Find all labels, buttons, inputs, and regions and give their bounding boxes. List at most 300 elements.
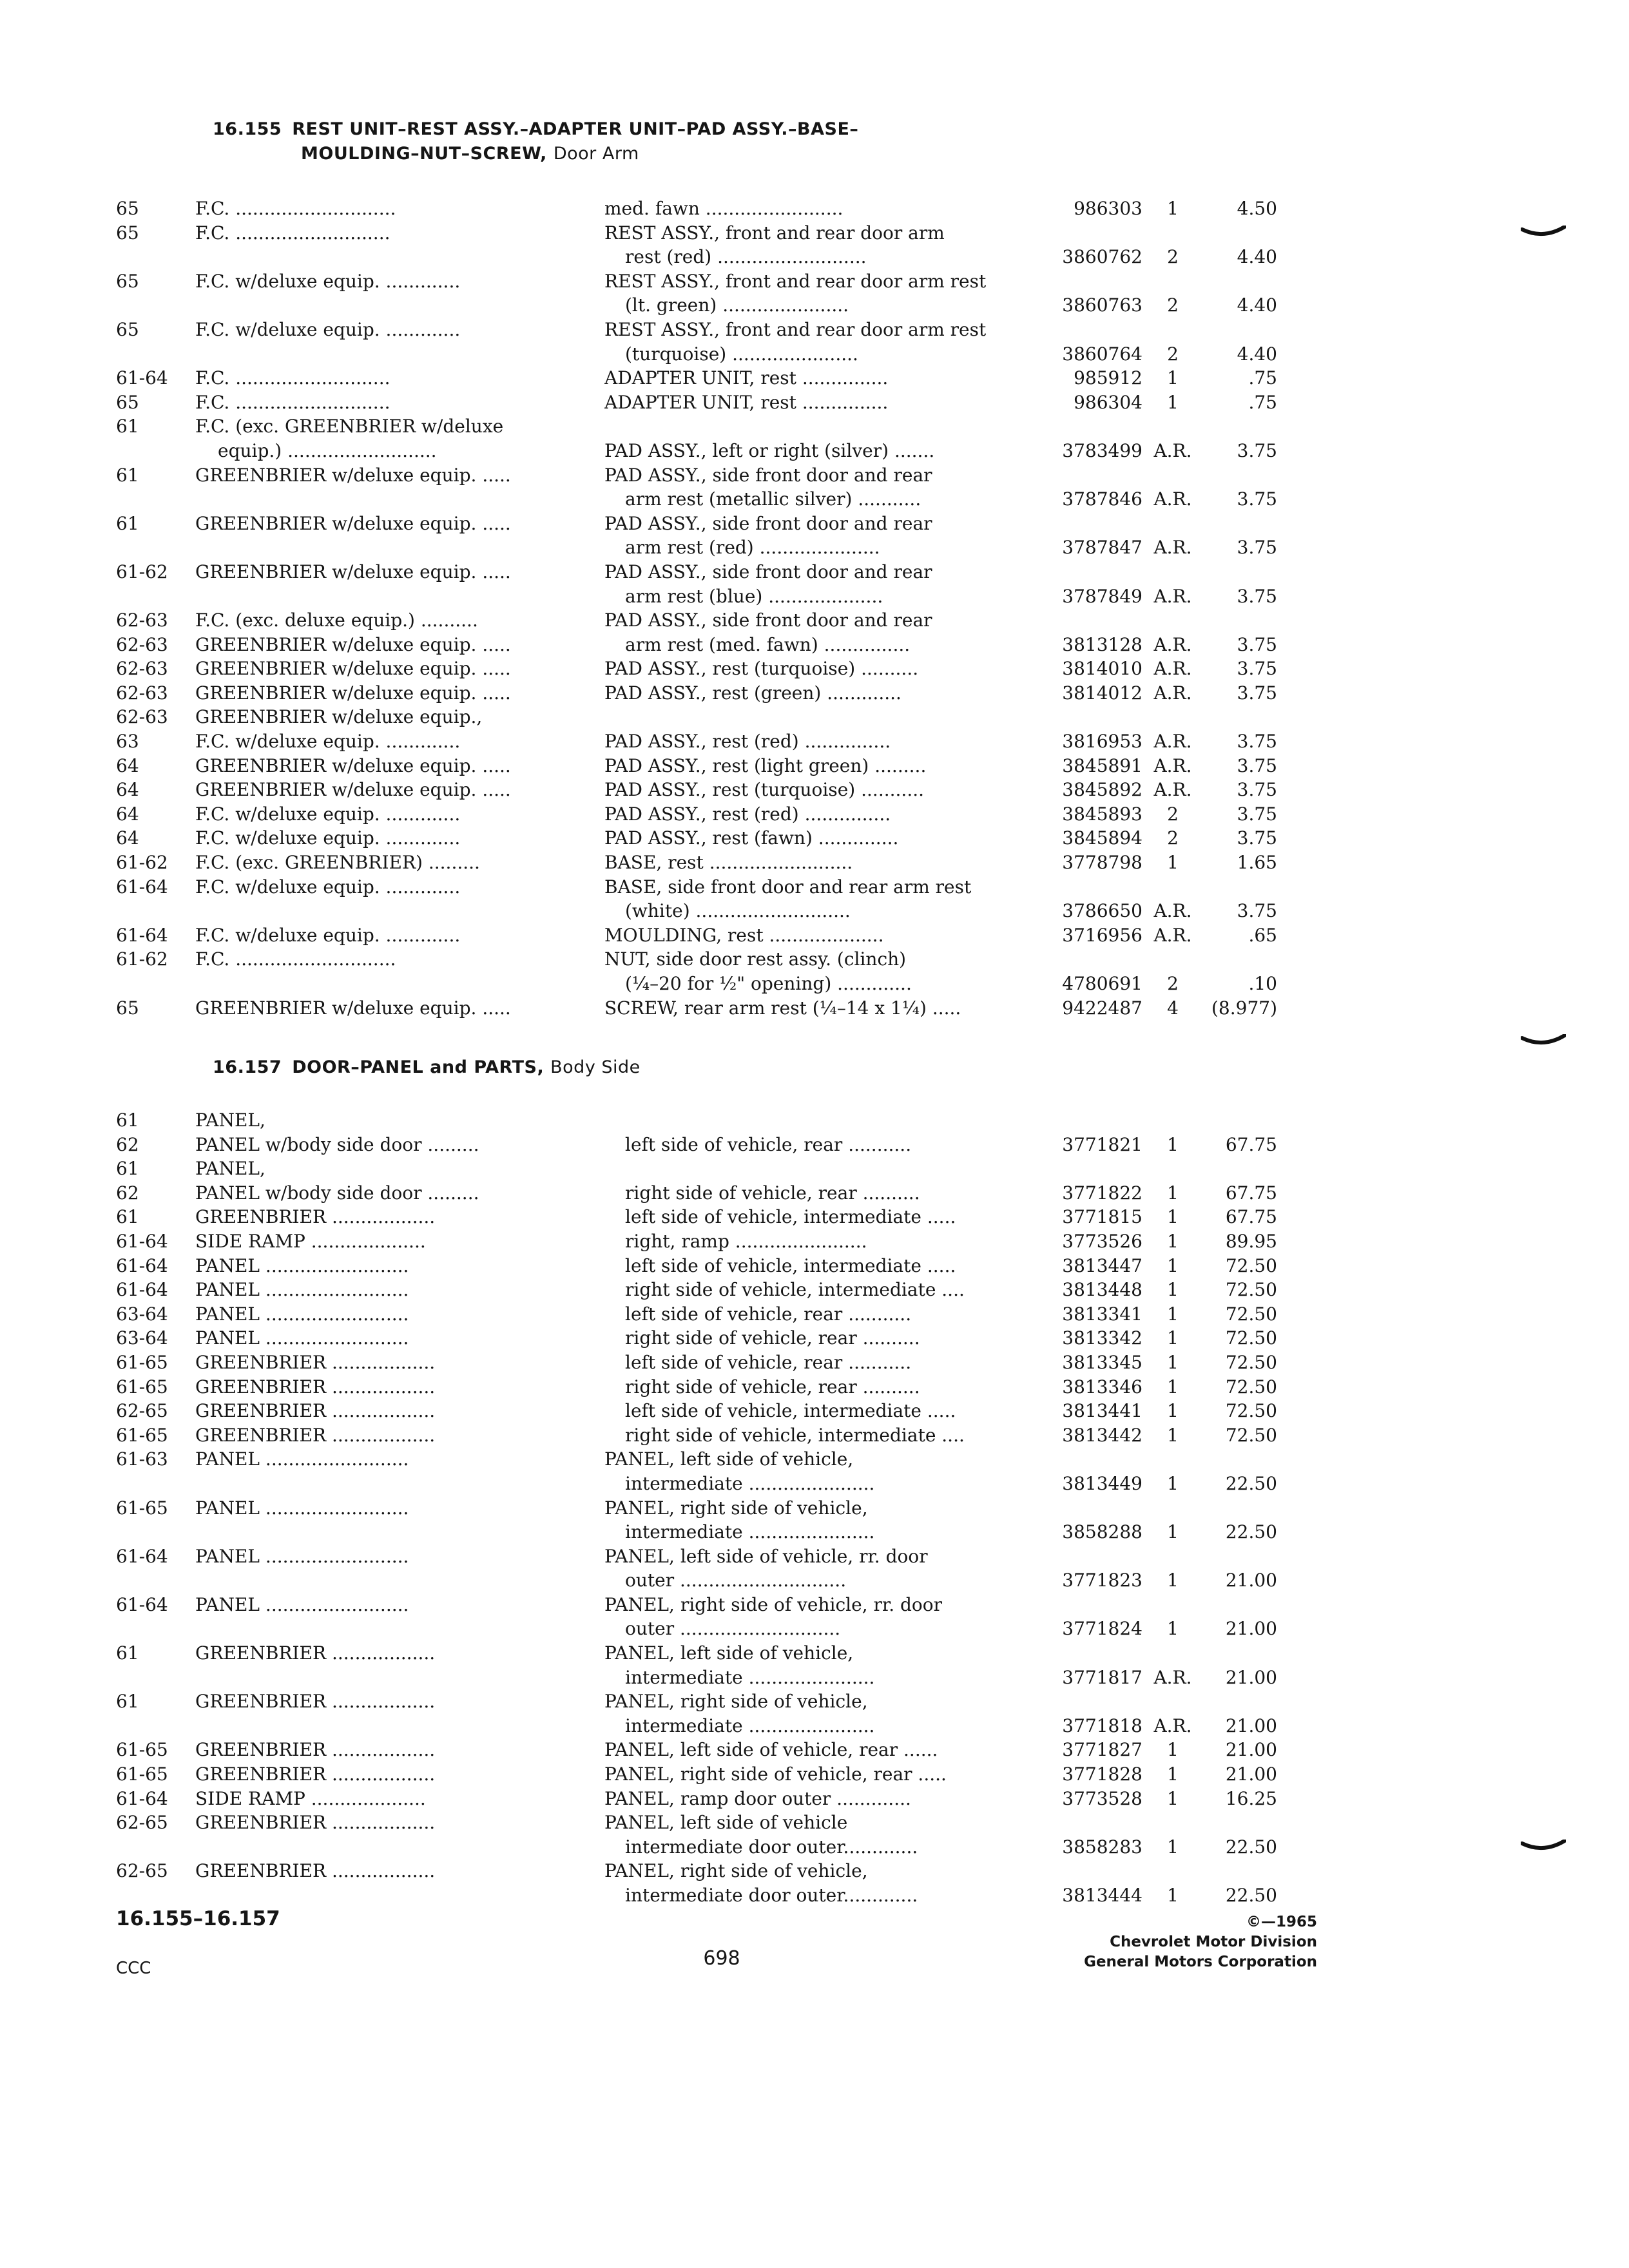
model-name: PANEL ......................... <box>195 1303 409 1325</box>
model-year: 62-63 <box>116 682 168 704</box>
part-number: 3813441 <box>1062 1400 1142 1422</box>
footer-code: CCC <box>116 1959 151 1978</box>
table-row <box>0 1423 1629 1448</box>
part-number: 3813345 <box>1062 1351 1142 1373</box>
model-name: SIDE RAMP .................... <box>195 1787 426 1809</box>
part-description: left side of vehicle, rear ........... <box>625 1303 912 1325</box>
price: 72.50 <box>1225 1400 1277 1422</box>
part-description: (white) ........................... <box>625 900 851 922</box>
part-description: right side of vehicle, rear .......... <box>625 1327 920 1349</box>
price: 72.50 <box>1225 1254 1277 1276</box>
quantity: 4 <box>1167 997 1179 1019</box>
model-year: 61-65 <box>116 1739 168 1761</box>
model-name: PANEL ......................... <box>195 1448 409 1470</box>
part-description: BASE, rest ......................... <box>604 852 853 874</box>
quantity: A.R. <box>1153 900 1192 922</box>
table-row <box>0 1811 1629 1835</box>
parts-table-16157 <box>0 1108 1629 1908</box>
part-number: 3845894 <box>1062 827 1142 849</box>
quantity: 1 <box>1167 1400 1179 1422</box>
table-row <box>0 1472 1629 1496</box>
part-number: 3771817 <box>1062 1666 1142 1688</box>
part-number: 3858283 <box>1062 1836 1142 1858</box>
part-number: 985912 <box>1074 367 1142 389</box>
model-year: 61-64 <box>116 924 168 946</box>
part-number: 3813444 <box>1062 1885 1142 1906</box>
price: 21.00 <box>1225 1618 1277 1640</box>
model-year: 62-63 <box>116 658 168 680</box>
price: 3.75 <box>1237 585 1277 607</box>
quantity: A.R. <box>1153 731 1192 753</box>
price: 22.50 <box>1225 1885 1277 1906</box>
model-year: 62-63 <box>116 633 168 655</box>
table-row <box>0 1859 1629 1883</box>
section-16157-title <box>213 1055 641 1080</box>
table-row <box>0 1205 1629 1229</box>
part-number: 3787846 <box>1062 488 1142 510</box>
copyright: ©—1965 <box>1246 1914 1317 1930</box>
price: 4.40 <box>1237 246 1277 268</box>
division: Chevrolet Motor Division <box>1110 1934 1317 1950</box>
quantity: 1 <box>1167 198 1179 219</box>
quantity: A.R. <box>1153 779 1192 801</box>
price: 22.50 <box>1225 1472 1277 1494</box>
part-number: 3813449 <box>1062 1472 1142 1494</box>
part-number: 3773528 <box>1062 1787 1142 1809</box>
quantity: 1 <box>1167 1763 1179 1785</box>
table-row <box>0 1254 1629 1278</box>
model-year: 62-65 <box>116 1812 168 1834</box>
quantity: 1 <box>1167 391 1179 413</box>
part-number: 3778798 <box>1062 852 1142 874</box>
table-row <box>0 1762 1629 1787</box>
price: 72.50 <box>1225 1327 1277 1349</box>
part-number: 3845891 <box>1062 754 1142 776</box>
quantity: 1 <box>1167 1424 1179 1446</box>
price: 3.75 <box>1237 658 1277 680</box>
table-row <box>0 318 1629 342</box>
part-description: med. fawn ........................ <box>604 198 843 219</box>
table-row <box>0 1738 1629 1762</box>
model-name: F.C. w/deluxe equip. ............. <box>195 803 461 825</box>
quantity: 1 <box>1167 367 1179 389</box>
table-row <box>0 1689 1629 1714</box>
model-name: GREENBRIER .................. <box>195 1739 436 1761</box>
part-description: PAD ASSY., rest (red) ............... <box>604 731 891 753</box>
model-name: GREENBRIER w/deluxe equip. ..... <box>195 997 511 1019</box>
price: .75 <box>1248 391 1277 413</box>
price: 3.75 <box>1237 682 1277 704</box>
price: (8.977) <box>1211 997 1277 1019</box>
part-description: PANEL, right side of vehicle, rr. door <box>604 1593 943 1615</box>
quantity: 1 <box>1167 1206 1179 1228</box>
part-description: intermediate ...................... <box>625 1472 875 1494</box>
price: 3.75 <box>1237 633 1277 655</box>
part-description: intermediate door outer............. <box>625 1836 918 1858</box>
part-number: 3860762 <box>1062 246 1142 268</box>
part-number: 3845892 <box>1062 779 1142 801</box>
part-description: intermediate ...................... <box>625 1715 875 1736</box>
table-row <box>0 1229 1629 1254</box>
table-row <box>0 221 1629 245</box>
model-name: GREENBRIER .................. <box>195 1691 436 1713</box>
part-number: 3773526 <box>1062 1230 1142 1252</box>
quantity: A.R. <box>1153 658 1192 680</box>
table-row <box>0 923 1629 948</box>
footer-section-range: 16.155–16.157 <box>116 1907 280 1930</box>
model-year: 61 <box>116 416 139 437</box>
quantity: 2 <box>1167 246 1179 268</box>
table-row <box>0 439 1629 463</box>
model-year: 65 <box>116 222 139 244</box>
quantity: A.R. <box>1153 585 1192 607</box>
model-year: 62-63 <box>116 706 168 728</box>
model-name: GREENBRIER w/deluxe equip. ..... <box>195 464 511 486</box>
model-year: 61-65 <box>116 1424 168 1446</box>
price: 3.75 <box>1237 537 1277 559</box>
table-row <box>0 1350 1629 1375</box>
table-row <box>0 584 1629 609</box>
table-row <box>0 778 1629 802</box>
quantity: 1 <box>1167 1836 1179 1858</box>
table-row <box>0 754 1629 778</box>
quantity: 1 <box>1167 1303 1179 1325</box>
model-year: 61 <box>116 464 139 486</box>
part-number: 3786650 <box>1062 900 1142 922</box>
part-number: 3783499 <box>1062 439 1142 461</box>
price: 21.00 <box>1225 1763 1277 1785</box>
binding-mark-icon <box>1521 1034 1566 1048</box>
part-description: PANEL, right side of vehicle, <box>604 1691 868 1713</box>
price: 72.50 <box>1225 1351 1277 1373</box>
model-year: 62-63 <box>116 610 168 631</box>
model-year: 62-65 <box>116 1400 168 1422</box>
price: .10 <box>1248 973 1277 994</box>
section-subtitle: Door Arm <box>553 144 639 164</box>
quantity: 1 <box>1167 1327 1179 1349</box>
part-description: PAD ASSY., rest (fawn) .............. <box>604 827 899 849</box>
part-description: arm rest (red) ..................... <box>625 537 880 559</box>
model-year: 61 <box>116 1642 139 1664</box>
part-description: ADAPTER UNIT, rest ............... <box>604 391 889 413</box>
part-description: PAD ASSY., rest (red) ............... <box>604 803 891 825</box>
table-row <box>0 899 1629 923</box>
part-description: PAD ASSY., side front door and rear <box>604 610 932 631</box>
table-row <box>0 875 1629 899</box>
section-16155-title <box>213 117 858 166</box>
model-year: 61-65 <box>116 1763 168 1785</box>
quantity: 2 <box>1167 294 1179 316</box>
table-row <box>0 1617 1629 1641</box>
model-year: 61 <box>116 1691 139 1713</box>
model-name: PANEL ......................... <box>195 1593 409 1615</box>
model-year: 65 <box>116 391 139 413</box>
part-description: rest (red) .......................... <box>625 246 867 268</box>
model-year: 61-64 <box>116 1787 168 1809</box>
part-number: 3813447 <box>1062 1254 1142 1276</box>
quantity: 1 <box>1167 1254 1179 1276</box>
table-row <box>0 342 1629 367</box>
quantity: A.R. <box>1153 537 1192 559</box>
table-row <box>0 1593 1629 1617</box>
model-name: GREENBRIER .................. <box>195 1351 436 1373</box>
part-description: REST ASSY., front and rear door arm rest <box>604 318 987 340</box>
table-row <box>0 1399 1629 1423</box>
part-description: right side of vehicle, intermediate .... <box>625 1424 965 1446</box>
part-description: PANEL, left side of vehicle, <box>604 1642 854 1664</box>
part-description: PAD ASSY., side front door and rear <box>604 512 932 534</box>
model-year: 61-65 <box>116 1497 168 1519</box>
quantity: 1 <box>1167 1230 1179 1252</box>
price: .75 <box>1248 367 1277 389</box>
part-description: PANEL, left side of vehicle, rr. door <box>604 1545 928 1567</box>
quantity: 2 <box>1167 973 1179 994</box>
quantity: 1 <box>1167 1787 1179 1809</box>
section-title-line2: MOULDING–NUT–SCREW, <box>301 144 547 164</box>
price: 3.75 <box>1237 731 1277 753</box>
table-row <box>0 1883 1629 1908</box>
quantity: 2 <box>1167 803 1179 825</box>
part-description: PAD ASSY., side front door and rear <box>604 464 932 486</box>
part-description: NUT, side door rest assy. (clinch) <box>604 948 907 970</box>
part-number: 986304 <box>1074 391 1142 413</box>
corporation: General Motors Corporation <box>1084 1954 1317 1970</box>
model-year: 61-64 <box>116 1593 168 1615</box>
price: 3.75 <box>1237 754 1277 776</box>
price: 89.95 <box>1225 1230 1277 1252</box>
price: 72.50 <box>1225 1279 1277 1301</box>
price: 67.75 <box>1225 1182 1277 1204</box>
model-year: 63-64 <box>116 1303 168 1325</box>
part-number: 3845893 <box>1062 803 1142 825</box>
part-description: MOULDING, rest .................... <box>604 924 884 946</box>
table-row <box>0 1133 1629 1157</box>
model-name: F.C. w/deluxe equip. ............. <box>195 827 461 849</box>
part-number: 3813346 <box>1062 1376 1142 1398</box>
parts-table-16155 <box>0 197 1629 1020</box>
part-description: PANEL, left side of vehicle <box>604 1812 848 1834</box>
model-year: 64 <box>116 754 139 776</box>
price: 22.50 <box>1225 1521 1277 1543</box>
part-description: PAD ASSY., rest (green) ............. <box>604 682 901 704</box>
model-year: 61-62 <box>116 561 168 582</box>
model-name: F.C. (exc. GREENBRIER) ......... <box>195 852 480 874</box>
table-row <box>0 414 1629 439</box>
part-description: (¼–20 for ½" opening) ............. <box>625 973 912 994</box>
part-number: 3787849 <box>1062 585 1142 607</box>
model-year: 61-62 <box>116 852 168 874</box>
part-description: REST ASSY., front and rear door arm <box>604 222 945 244</box>
model-name: PANEL ......................... <box>195 1327 409 1349</box>
page-number: 698 <box>703 1947 740 1970</box>
table-row <box>0 1375 1629 1399</box>
model-name: GREENBRIER w/deluxe equip. ..... <box>195 682 511 704</box>
model-name: GREENBRIER .................. <box>195 1376 436 1398</box>
model-year: 61-65 <box>116 1376 168 1398</box>
part-description: REST ASSY., front and rear door arm rest <box>604 270 987 292</box>
price: 4.50 <box>1237 198 1277 219</box>
table-row <box>0 1714 1629 1738</box>
quantity: A.R. <box>1153 924 1192 946</box>
part-description: PANEL, right side of vehicle, <box>604 1497 868 1519</box>
model-name: F.C. w/deluxe equip. ............. <box>195 270 461 292</box>
model-name: PANEL ......................... <box>195 1254 409 1276</box>
table-row <box>0 197 1629 221</box>
part-number: 3771827 <box>1062 1739 1142 1761</box>
price: 72.50 <box>1225 1303 1277 1325</box>
part-number: 986303 <box>1074 198 1142 219</box>
quantity: 1 <box>1167 1182 1179 1204</box>
part-description: right side of vehicle, rear .......... <box>625 1376 920 1398</box>
part-description: PANEL, left side of vehicle, rear ...... <box>604 1739 938 1761</box>
model-year: 62-65 <box>116 1860 168 1882</box>
model-name: SIDE RAMP .................... <box>195 1230 426 1252</box>
part-number: 3787847 <box>1062 537 1142 559</box>
model-year: 62 <box>116 1133 139 1155</box>
price: 3.75 <box>1237 779 1277 801</box>
quantity: 1 <box>1167 1279 1179 1301</box>
price: .65 <box>1248 924 1277 946</box>
table-row <box>0 947 1629 972</box>
model-name: GREENBRIER w/deluxe equip. ..... <box>195 561 511 582</box>
part-number: 3813128 <box>1062 633 1142 655</box>
model-name: F.C. ........................... <box>195 391 390 413</box>
section-number: 16.157 <box>213 1057 282 1077</box>
part-description: left side of vehicle, rear ........... <box>625 1351 912 1373</box>
part-description: intermediate ...................... <box>625 1521 875 1543</box>
quantity: A.R. <box>1153 1666 1192 1688</box>
part-number: 3813341 <box>1062 1303 1142 1325</box>
price: 3.75 <box>1237 439 1277 461</box>
part-number: 3860764 <box>1062 343 1142 365</box>
table-row <box>0 608 1629 633</box>
part-description: PAD ASSY., side front door and rear <box>604 561 932 582</box>
table-row <box>0 1157 1629 1181</box>
binding-mark-icon <box>1521 226 1566 240</box>
part-description: PAD ASSY., rest (turquoise) .......... <box>604 658 919 680</box>
model-year: 61-64 <box>116 367 168 389</box>
table-row <box>0 681 1629 706</box>
binding-mark-icon <box>1521 1840 1566 1854</box>
table-row <box>0 1278 1629 1302</box>
part-description: outer ............................ <box>625 1618 841 1640</box>
model-name: GREENBRIER w/deluxe equip. ..... <box>195 633 511 655</box>
part-description: outer ............................. <box>625 1570 847 1591</box>
model-name: PANEL ......................... <box>195 1497 409 1519</box>
model-name: GREENBRIER .................. <box>195 1206 436 1228</box>
part-description: left side of vehicle, rear ........... <box>625 1133 912 1155</box>
price: 3.75 <box>1237 827 1277 849</box>
price: 21.00 <box>1225 1666 1277 1688</box>
model-name: GREENBRIER w/deluxe equip., <box>195 706 483 728</box>
quantity: 1 <box>1167 1133 1179 1155</box>
model-year: 62 <box>116 1182 139 1204</box>
model-name: F.C. (exc. GREENBRIER w/deluxe <box>195 416 504 437</box>
model-year: 63-64 <box>116 1327 168 1349</box>
part-number: 3771823 <box>1062 1570 1142 1591</box>
model-name: F.C. ............................ <box>195 198 396 219</box>
table-row <box>0 535 1629 560</box>
price: 3.75 <box>1237 803 1277 825</box>
quantity: 1 <box>1167 1376 1179 1398</box>
model-name: equip.) .......................... <box>218 439 437 461</box>
part-description: PAD ASSY., left or right (silver) ....... <box>604 439 935 461</box>
table-row <box>0 996 1629 1021</box>
quantity: A.R. <box>1153 1715 1192 1736</box>
model-year: 61 <box>116 512 139 534</box>
model-name: PANEL w/body side door ......... <box>195 1133 479 1155</box>
part-number: 3771824 <box>1062 1618 1142 1640</box>
part-description: left side of vehicle, intermediate ..... <box>625 1254 956 1276</box>
model-name: F.C. ........................... <box>195 367 390 389</box>
table-row <box>0 850 1629 875</box>
quantity: 1 <box>1167 1739 1179 1761</box>
price: 1.65 <box>1237 852 1277 874</box>
model-name: PANEL, <box>195 1158 265 1180</box>
price: 21.00 <box>1225 1715 1277 1736</box>
part-description: arm rest (blue) .................... <box>625 585 883 607</box>
part-number: 3771822 <box>1062 1182 1142 1204</box>
section-title-line1: REST UNIT–REST ASSY.–ADAPTER UNIT–PAD ASSY.–BASE– <box>292 119 859 139</box>
table-row <box>0 512 1629 536</box>
table-row <box>0 633 1629 657</box>
model-name: GREENBRIER .................. <box>195 1400 436 1422</box>
part-description: right, ramp ....................... <box>625 1230 867 1252</box>
quantity: A.R. <box>1153 682 1192 704</box>
model-year: 65 <box>116 198 139 219</box>
quantity: 1 <box>1167 1885 1179 1906</box>
part-description: PAD ASSY., rest (light green) ......... <box>604 754 927 776</box>
model-year: 61-64 <box>116 1254 168 1276</box>
quantity: 1 <box>1167 1618 1179 1640</box>
price: 72.50 <box>1225 1376 1277 1398</box>
model-name: F.C. ............................ <box>195 948 396 970</box>
table-row <box>0 560 1629 584</box>
model-name: GREENBRIER .................. <box>195 1642 436 1664</box>
part-description: PAD ASSY., rest (turquoise) ........... <box>604 779 925 801</box>
model-name: PANEL ......................... <box>195 1545 409 1567</box>
table-row <box>0 1496 1629 1521</box>
table-row <box>0 269 1629 294</box>
model-year: 61-65 <box>116 1351 168 1373</box>
table-row <box>0 1447 1629 1472</box>
table-row <box>0 487 1629 512</box>
model-name: F.C. w/deluxe equip. ............. <box>195 731 461 753</box>
price: 22.50 <box>1225 1836 1277 1858</box>
model-name: GREENBRIER .................. <box>195 1812 436 1834</box>
model-name: GREENBRIER .................. <box>195 1763 436 1785</box>
quantity: A.R. <box>1153 754 1192 776</box>
part-description: left side of vehicle, intermediate ..... <box>625 1400 956 1422</box>
table-row <box>0 1302 1629 1327</box>
quantity: A.R. <box>1153 439 1192 461</box>
part-description: (turquoise) ...................... <box>625 343 858 365</box>
part-description: arm rest (metallic silver) ........... <box>625 488 921 510</box>
model-name: F.C. w/deluxe equip. ............. <box>195 876 461 898</box>
part-description: PANEL, ramp door outer ............. <box>604 1787 911 1809</box>
part-description: PANEL, right side of vehicle, rear ..... <box>604 1763 947 1785</box>
model-year: 61-64 <box>116 876 168 898</box>
price: 72.50 <box>1225 1424 1277 1446</box>
part-description: (lt. green) ...................... <box>625 294 849 316</box>
price: 4.40 <box>1237 343 1277 365</box>
model-name: F.C. w/deluxe equip. ............. <box>195 318 461 340</box>
model-year: 61-64 <box>116 1545 168 1567</box>
part-description: SCREW, rear arm rest (¼–14 x 1¼) ..... <box>604 997 961 1019</box>
quantity: 2 <box>1167 827 1179 849</box>
model-name: PANEL, <box>195 1110 265 1131</box>
part-number: 3814012 <box>1062 682 1142 704</box>
